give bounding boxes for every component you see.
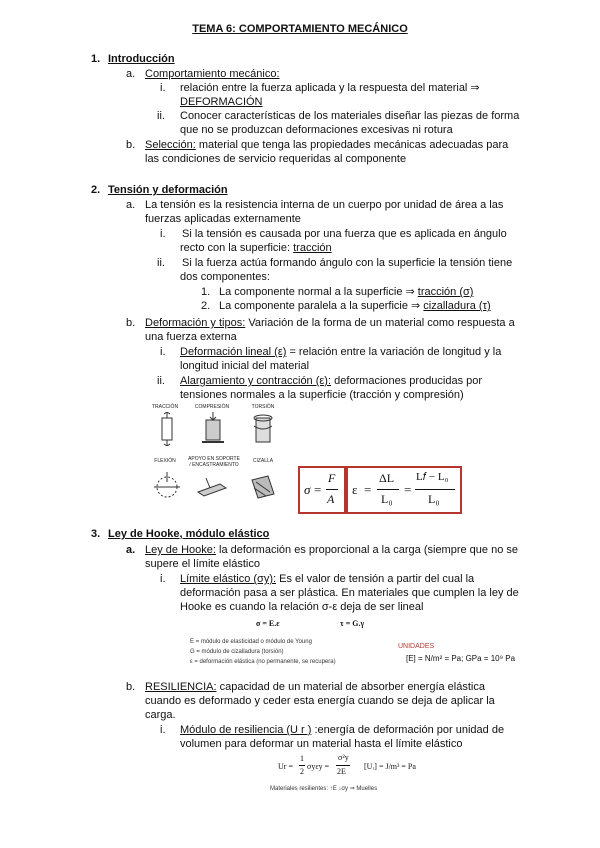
torsion-diagram-icon [246, 412, 280, 446]
strain-fraction-bar [377, 489, 399, 490]
s3-b-marker: b. [126, 681, 136, 693]
stress-lhs: σ [304, 482, 311, 497]
caption-traccion: TRACCIÓN [151, 404, 179, 410]
strain-den2: L₀ [428, 492, 440, 506]
s3-bi-label: Módulo de resiliencia (U r ) [180, 724, 312, 736]
strain-eq2: = [404, 482, 412, 497]
strain-fraction-bar-2 [415, 489, 455, 490]
s1-a-label: Comportamiento mecánico: [145, 68, 280, 80]
s1-a-marker: a. [126, 68, 136, 80]
s1-aii-line2: que no se produzcan deformaciones excesivas ni rotura [180, 124, 453, 136]
s2-aii-line1: Si la fuerza actúa formando ángulo con la superficie la tensión tiene [182, 257, 513, 269]
s3-b-line3: carga. [145, 709, 176, 721]
ur-mid: σyεy = [307, 762, 330, 771]
ur-half-den: 2 [300, 767, 304, 776]
s2-bi-line2: longitud inicial del material [180, 360, 310, 372]
s3-ai-line3: Hooke es cuando la relación σ-ε deja de ser lineal [180, 601, 424, 613]
s2-bii-text: deformaciones producidas por [331, 375, 483, 387]
caption-flexion: FLEXIÓN [154, 458, 176, 464]
s1-b-text: material que tenga las propiedades mecánicas adecuadas para [195, 139, 509, 151]
stress-den: A [327, 492, 335, 506]
s3-ai-line1 [180, 572, 474, 586]
s3-a-text: la deformación es proporcional a la carga (siempre que no se [215, 544, 518, 556]
s2-b-line1 [145, 316, 515, 330]
s2-bii-line1 [180, 374, 482, 388]
legend-e: E = módulo de elasticidad o módulo de Young [190, 639, 312, 645]
hooke-equation-tau: τ = G.γ [340, 619, 365, 628]
s2-c2-keyword: cizalladura (τ) [423, 300, 491, 312]
s2-bi-line1 [180, 345, 501, 359]
legend-g: G = módulo de cizalladura (torsión) [190, 649, 284, 655]
s2-bii-line2: tensiones normales a la superficie (tracción y compresión) [180, 389, 464, 401]
s3-b-line2: cuando es deformado y ceder esta energía cuando se deja de aplicar la [145, 695, 495, 707]
resilience-formula [278, 752, 428, 780]
s3-b-text: capacidad de un material de absorber energía elástica [216, 681, 485, 693]
ur-units: [Uᵣ] = J/m³ = Pa [364, 762, 416, 771]
shear-diagram-icon [246, 470, 280, 504]
s2-c2-line [219, 299, 491, 313]
s3-a-line2: supere el límite elástico [145, 558, 260, 570]
stress-formula-box [298, 466, 346, 514]
s1-b-label: Selección: [145, 139, 196, 151]
s1-b-line2: las condiciones de servicio requeridas al componente [145, 153, 407, 165]
s1-aii-line1: Conocer características de los materiales diseñar las piezas de forma [180, 110, 520, 122]
caption-torsion: TORSIÓN [251, 404, 275, 410]
strain-eq: = [364, 482, 372, 497]
s1-ai-marker: i. [160, 82, 166, 94]
legend-epsilon: ε = deformación elástica (no permanente, se recupera) [190, 659, 336, 665]
s3-ai-marker: i. [160, 573, 166, 585]
s1-b-line1 [145, 138, 508, 152]
s2-aii-line2: dos componentes: [180, 271, 270, 283]
s2-bi-label: Deformación lineal (ε) [180, 346, 287, 358]
s2-c1-line [219, 285, 473, 299]
s2-ai-keyword: tracción [293, 242, 332, 254]
s2-a-line2: fuerzas aplicadas externamente [145, 213, 301, 225]
compression-diagram-icon [196, 412, 230, 446]
hooke-equation-sigma: σ = E.ε [256, 619, 280, 628]
s1-b-marker: b. [126, 139, 136, 151]
s2-ai-marker: i. [160, 228, 166, 240]
s3-ai-label: Límite elástico (σy): [180, 573, 277, 585]
s2-bii-marker: ii. [157, 375, 165, 387]
tension-diagram-icon [150, 412, 184, 446]
section-2-number: 2. [91, 184, 101, 196]
s2-aii-marker: ii. [157, 257, 165, 269]
s3-ai-text: Es el valor de tensión a partir del cual la [276, 573, 475, 585]
s2-b-text: Variación de la forma de un material como respuesta a [245, 317, 515, 329]
section-1-number: 1. [91, 53, 101, 65]
s2-b-marker: b. [126, 317, 136, 329]
ur-lhs: Ur = [278, 762, 293, 771]
strain-num: ΔL [379, 471, 395, 485]
s2-c2-marker: 2. [201, 300, 211, 312]
s2-b-label: Deformación y tipos: [145, 317, 246, 329]
stress-num: F [328, 471, 336, 485]
s3-bi-text: :energía de deformación por unidad de [311, 724, 505, 736]
strain-lhs: ε [352, 482, 358, 497]
section-1-heading: Introducción [108, 53, 175, 65]
units-text: [E] = N/m² = Pa; GPa = 10⁹ Pa [406, 654, 516, 663]
stress-types-figure [146, 404, 294, 516]
section-3-heading: Ley de Hooke, módulo elástico [108, 528, 270, 540]
ur-bar [336, 765, 350, 766]
s2-a-marker: a. [126, 199, 136, 211]
s3-a-line1 [145, 543, 518, 557]
strain-den: L₀ [381, 492, 393, 506]
strain-num2: L𝑓 − L₀ [416, 471, 449, 483]
s2-bi-text: = relación entre la variación de longitud y la [286, 346, 502, 358]
page-title: TEMA 6: COMPORTAMIENTO MECÁNICO [192, 23, 408, 35]
s2-c1-keyword: tracción (σ) [417, 286, 474, 298]
s2-ai-line1: Si la tensión es causada por una fuerza que es aplicada en ángulo [182, 228, 507, 240]
s3-b-label: RESILIENCIA: [145, 681, 217, 693]
s2-c2-text: La componente paralela a la superficie ⇒ [219, 300, 424, 312]
ur-half-bar [299, 765, 305, 766]
section-2-heading: Tensión y deformación [108, 184, 228, 196]
ur-num: σ²y [338, 753, 349, 762]
units-title: UNIDADES [398, 643, 435, 650]
bending-diagram-icon [150, 470, 184, 504]
caption-soporte: APOYO EN SOPORTE / ENCASTRAMIENTO [188, 456, 240, 468]
support-diagram-icon [196, 470, 230, 504]
stress-fraction-bar [326, 489, 338, 490]
s3-a-marker: a. [126, 544, 136, 556]
caption-compresion: COMPRESIÓN [194, 404, 230, 410]
s2-ai-text: recto con la superficie: [180, 242, 291, 254]
s2-a-line1: La tensión es la resistencia interna de un cuerpo por unidad de área a las [145, 199, 504, 211]
s2-c1-marker: 1. [201, 286, 211, 298]
caption-cizalla: CIZALLA [252, 458, 274, 464]
s3-bi-marker: i. [160, 724, 166, 736]
s3-ai-line2: deformación pasa a ser plástica. En materiales que cumplen la ley de [180, 587, 519, 599]
s2-b-line2: una fuerza externa [145, 331, 237, 343]
section-3-number: 3. [91, 528, 101, 540]
s1-ai-keyword: DEFORMACIÓN [180, 96, 263, 108]
s2-bi-marker: i. [160, 346, 166, 358]
strain-formula-box [346, 466, 462, 514]
resilience-footnote: Materiales resilientes: ↑E ↓σy ⇒ Muelles [270, 786, 378, 792]
s3-b-line1 [145, 680, 485, 694]
ur-den: 2E [337, 767, 346, 776]
s3-a-label: Ley de Hooke: [145, 544, 216, 556]
s1-aii-marker: ii. [157, 110, 165, 122]
s3-bi-line2: volumen para deformar un material hasta el límite elástico [180, 738, 463, 750]
s3-bi-line1 [180, 723, 504, 737]
s2-ai-line2 [180, 241, 332, 255]
s2-c1-text: La componente normal a la superficie ⇒ [219, 286, 418, 298]
stress-eq: = [314, 482, 322, 497]
s1-ai-text: relación entre la fuerza aplicada y la respuesta del material ⇒ [180, 82, 480, 94]
s2-bii-label: Alargamiento y contracción (ε): [180, 375, 332, 387]
ur-half-num: 1 [300, 754, 304, 763]
